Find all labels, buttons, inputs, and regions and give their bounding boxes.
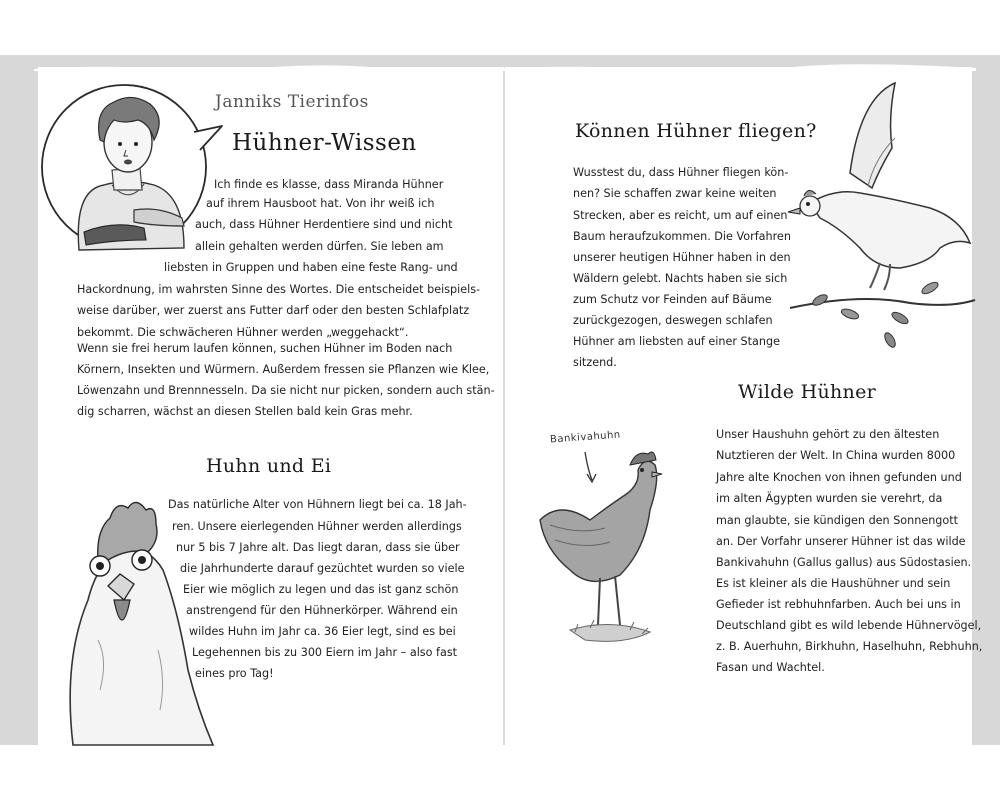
text-line: Bankivahuhn (Gallus gallus) aus Südostasien. (716, 556, 972, 569)
text-line: z. B. Auerhuhn, Birkhuhn, Haselhuhn, Rebhuhn, (716, 640, 983, 653)
text-line: Jahre alte Knochen von ihnen gefunden und (716, 471, 962, 484)
text-line: Wenn sie frei herum laufen können, suchen Hühner im Boden nach (77, 342, 453, 355)
text-line: Ich finde es klasse, dass Miranda Hühner (214, 178, 444, 191)
text-line: Fasan und Wachtel. (716, 661, 825, 674)
text-line: Das natürliche Alter von Hühnern liegt bei ca. 18 Jah- (168, 498, 467, 511)
text-line: Legehennen bis zu 300 Eiern im Jahr – also fast (192, 646, 458, 659)
text-line: Hühner am liebsten auf einer Stange (573, 335, 780, 348)
text-line: Gefieder ist rebhuhnfarben. Auch bei uns in (716, 598, 961, 611)
text-line: Wäldern gelebt. Nachts haben sie sich (573, 272, 788, 285)
text-line: die Jahrhunderte darauf gezüchtet wurden so viele (180, 562, 465, 575)
text-line: ren. Unsere eierlegenden Hühner werden allerdings (172, 520, 462, 533)
text-line: Deutschland gibt es wild lebende Hühnervögel, (716, 619, 982, 632)
text-line: Strecken, aber es reicht, um auf einen (573, 209, 788, 222)
text-line: eines pro Tag! (195, 667, 274, 680)
text-line: Es ist kleiner als die Haushühner und sein (716, 577, 951, 590)
section-title-huhn-und-ei: Huhn und Ei (206, 455, 332, 477)
text-line: Körnern, Insekten und Würmern. Außerdem fressen sie Pflanzen wie Klee, (77, 363, 490, 376)
section-title-huehner-wissen: Hühner-Wissen (232, 130, 417, 156)
section-title-fliegen: Können Hühner fliegen? (575, 120, 817, 142)
text-line: bekommt. Die schwächeren Hühner werden „weggehackt“. (77, 326, 409, 339)
text-line: man glaubte, sie kündigen den Sonnengott (716, 514, 959, 527)
text-line: auch, dass Hühner Herdentiere sind und nicht (195, 218, 453, 231)
text-line: auf ihrem Hausboot hat. Von ihr weiß ich (206, 197, 435, 210)
text-line: nen? Sie schaffen zwar keine weiten (573, 187, 777, 200)
text-line: weise darüber, wer zuerst ans Futter darf oder den besten Schlafplatz (77, 304, 470, 317)
text-line: anstrengend für den Hühnerkörper. Während ein (186, 604, 458, 617)
text-line: Eier wie möglich zu legen und das ist ganz schön (183, 583, 459, 596)
text-line: liebsten in Gruppen und haben eine feste Rang- und (164, 261, 458, 274)
text-line: Baum heraufzukommen. Die Vorfahren (573, 230, 791, 243)
text-line: Hackordnung, im wahrsten Sinne des Wortes. Die entscheidet beispiels- (77, 283, 481, 296)
text-line: dig scharren, wächst an diesen Stellen bald kein Gras mehr. (77, 405, 413, 418)
text-line: Löwenzahn und Brennnesseln. Da sie nicht nur picken, sondern auch stän- (77, 384, 495, 397)
text-line: Unser Haushuhn gehört zu den ältesten (716, 428, 940, 441)
text-line: zurückgezogen, deswegen schlafen (573, 314, 773, 327)
text-line: sitzend. (573, 356, 617, 369)
text-line: zum Schutz vor Feinden auf Bäume (573, 293, 772, 306)
text-line: wildes Huhn im Jahr ca. 36 Eier legt, sind es bei (189, 625, 456, 638)
series-label: Janniks Tierinfos (215, 92, 369, 112)
text-line: Nutztieren der Welt. In China wurden 8000 (716, 449, 956, 462)
flying-chicken-illustration (780, 78, 975, 358)
text-line: Wusstest du, dass Hühner fliegen kön- (573, 166, 789, 179)
text-line: an. Der Vorfahr unserer Hühner ist das wilde (716, 535, 966, 548)
image-label-bankivahuhn: Bankivahuhn (549, 429, 622, 446)
bankiva-chicken-illustration (530, 440, 700, 685)
chicken-portrait-illustration (38, 490, 213, 745)
text-line: allein gehalten werden dürfen. Sie leben am (195, 240, 444, 253)
text-line: nur 5 bis 7 Jahre alt. Das liegt daran, dass sie über (176, 541, 460, 554)
text-line: unserer heutigen Hühner haben in den (573, 251, 791, 264)
text-line: im alten Ägypten wurden sie verehrt, da (716, 492, 943, 505)
section-title-wilde-huehner: Wilde Hühner (738, 381, 877, 403)
